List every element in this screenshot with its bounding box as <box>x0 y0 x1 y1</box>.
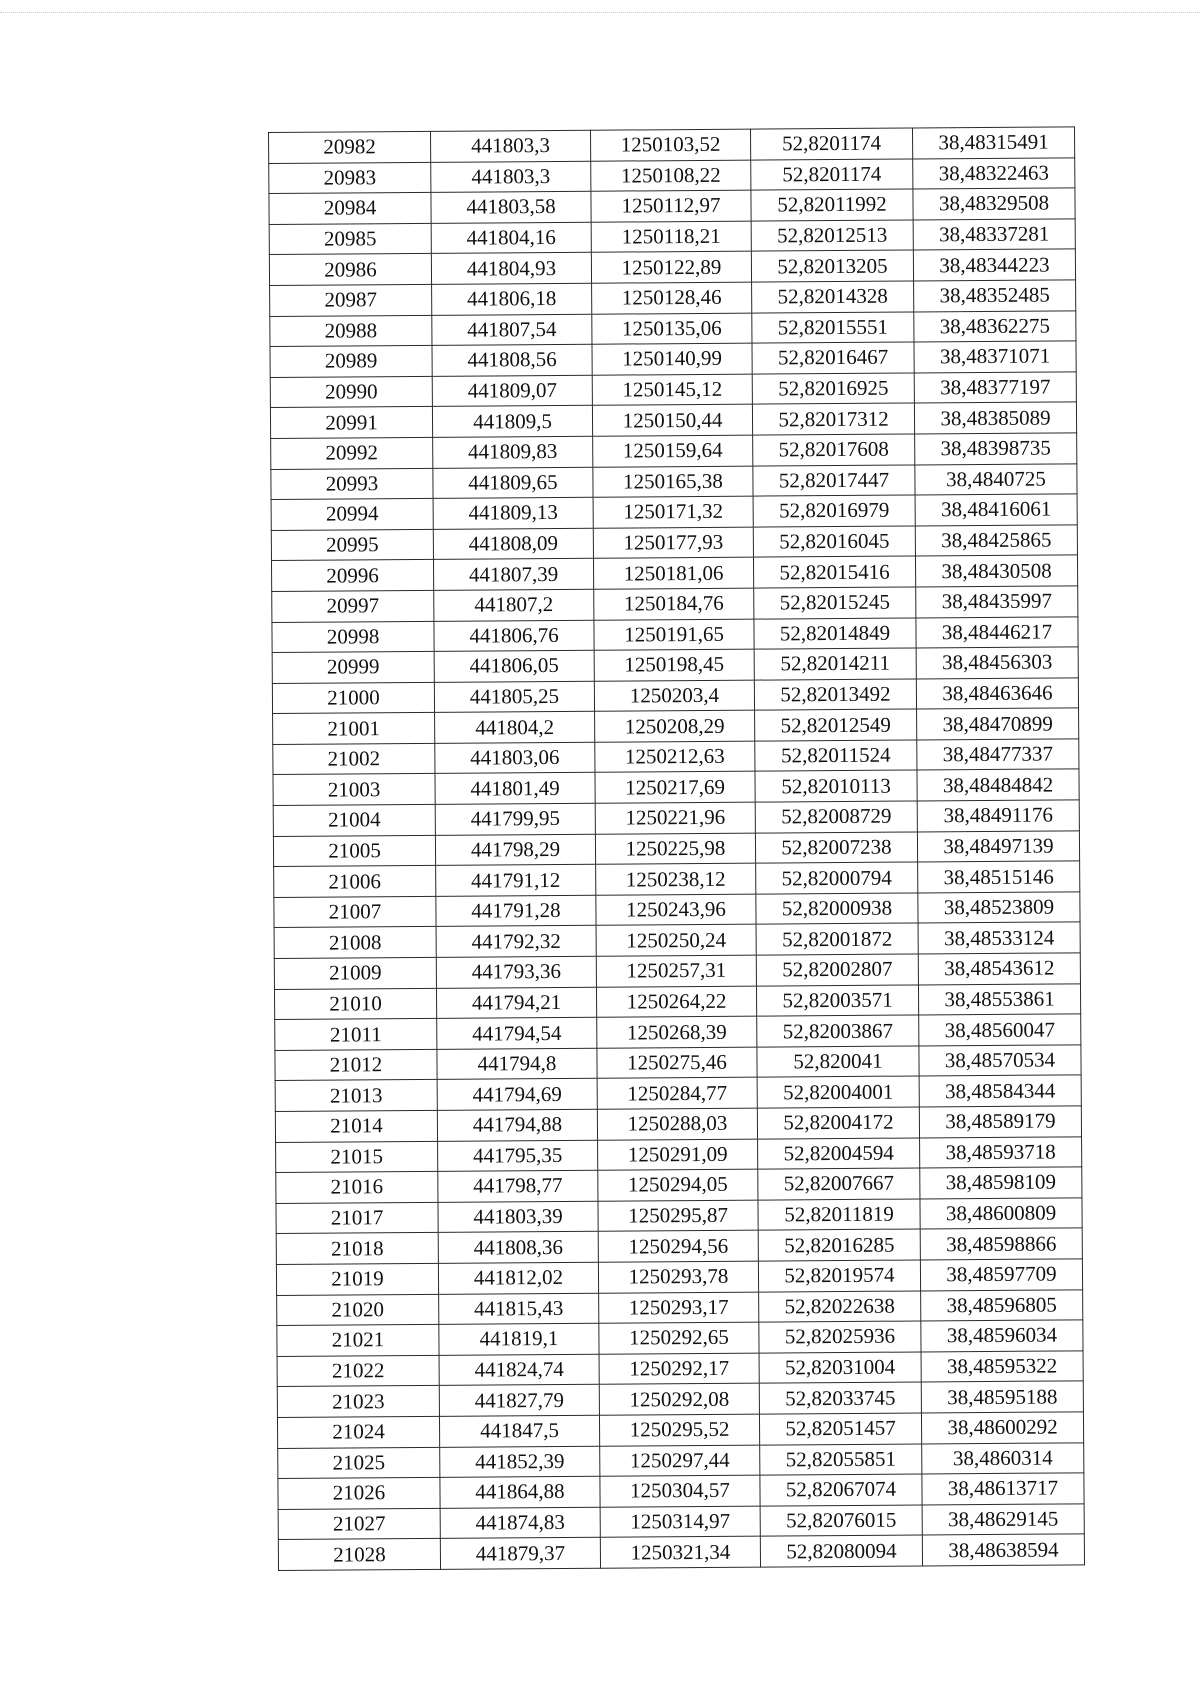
point-number-cell: 21022 <box>277 1355 439 1387</box>
point-number-cell: 21003 <box>273 774 435 806</box>
y-coordinate-cell: 1250128,46 <box>592 282 752 314</box>
longitude-cell: 38,48515146 <box>918 861 1080 893</box>
point-number-cell: 20990 <box>270 376 432 408</box>
longitude-cell: 38,4840725 <box>915 463 1077 495</box>
y-coordinate-cell: 1250184,76 <box>594 588 754 620</box>
y-coordinate-cell: 1250291,09 <box>598 1139 758 1171</box>
latitude-cell: 52,82010113 <box>755 770 917 802</box>
y-coordinate-cell: 1250293,17 <box>599 1292 759 1324</box>
x-coordinate-cell: 441806,18 <box>432 283 592 315</box>
y-coordinate-cell: 1250112,97 <box>591 190 751 222</box>
latitude-cell: 52,82007238 <box>755 832 917 864</box>
point-number-cell: 20995 <box>271 529 433 561</box>
x-coordinate-cell: 441852,39 <box>440 1446 600 1478</box>
y-coordinate-cell: 1250103,52 <box>590 129 750 161</box>
latitude-cell: 52,82015416 <box>753 556 915 588</box>
latitude-cell: 52,82055851 <box>760 1443 922 1475</box>
x-coordinate-cell: 441804,2 <box>435 712 595 744</box>
latitude-cell: 52,82016045 <box>753 526 915 558</box>
latitude-cell: 52,82016467 <box>752 342 914 374</box>
longitude-cell: 38,48523809 <box>918 892 1080 924</box>
latitude-cell: 52,82008729 <box>755 801 917 833</box>
point-number-cell: 21020 <box>277 1294 439 1326</box>
x-coordinate-cell: 441803,3 <box>430 130 590 162</box>
point-number-cell: 21004 <box>273 804 435 836</box>
x-coordinate-cell: 441792,32 <box>436 926 596 958</box>
longitude-cell: 38,48484842 <box>917 769 1079 801</box>
longitude-cell: 38,48595322 <box>921 1351 1083 1383</box>
longitude-cell: 38,48543612 <box>918 953 1080 985</box>
x-coordinate-cell: 441808,36 <box>438 1232 598 1264</box>
latitude-cell: 52,82015551 <box>752 312 914 344</box>
point-number-cell: 21028 <box>278 1539 440 1571</box>
y-coordinate-cell: 1250284,77 <box>597 1078 757 1110</box>
y-coordinate-cell: 1250275,46 <box>597 1047 757 1079</box>
latitude-cell: 52,82002807 <box>756 954 918 986</box>
y-coordinate-cell: 1250321,34 <box>600 1536 760 1568</box>
x-coordinate-cell: 441809,13 <box>433 497 593 529</box>
longitude-cell: 38,48598866 <box>920 1228 1082 1260</box>
y-coordinate-cell: 1250225,98 <box>595 833 755 865</box>
x-coordinate-cell: 441794,88 <box>437 1109 597 1141</box>
x-coordinate-cell: 441847,5 <box>439 1415 599 1447</box>
y-coordinate-cell: 1250108,22 <box>591 160 751 192</box>
latitude-cell: 52,82004172 <box>757 1107 919 1139</box>
longitude-cell: 38,48497139 <box>917 831 1079 863</box>
latitude-cell: 52,82000794 <box>756 862 918 894</box>
point-number-cell: 20999 <box>272 651 434 683</box>
coordinates-table <box>268 126 1085 1571</box>
longitude-cell: 38,48595188 <box>921 1381 1083 1413</box>
x-coordinate-cell: 441794,54 <box>437 1017 597 1049</box>
y-coordinate-cell: 1250268,39 <box>597 1016 757 1048</box>
longitude-cell: 38,48322463 <box>913 157 1075 189</box>
point-number-cell: 20993 <box>271 468 433 500</box>
point-number-cell: 21010 <box>274 988 436 1020</box>
longitude-cell: 38,48491176 <box>917 800 1079 832</box>
x-coordinate-cell: 441809,07 <box>432 375 592 407</box>
latitude-cell: 52,82011992 <box>751 189 913 221</box>
x-coordinate-cell: 441798,77 <box>438 1170 598 1202</box>
x-coordinate-cell: 441798,29 <box>435 834 595 866</box>
latitude-cell: 52,82007667 <box>758 1168 920 1200</box>
y-coordinate-cell: 1250181,06 <box>593 557 753 589</box>
point-number-cell: 21009 <box>274 957 436 989</box>
x-coordinate-cell: 441874,83 <box>440 1507 600 1539</box>
point-number-cell: 21007 <box>274 896 436 928</box>
point-number-cell: 21012 <box>275 1049 437 1081</box>
x-coordinate-cell: 441809,83 <box>433 436 593 468</box>
point-number-cell: 21019 <box>276 1263 438 1295</box>
latitude-cell: 52,82011524 <box>755 740 917 772</box>
latitude-cell: 52,82076015 <box>760 1505 922 1537</box>
longitude-cell: 38,48430508 <box>915 555 1077 587</box>
y-coordinate-cell: 1250294,56 <box>598 1230 758 1262</box>
x-coordinate-cell: 441827,79 <box>439 1385 599 1417</box>
scan-edge-line <box>0 12 1200 13</box>
x-coordinate-cell: 441791,28 <box>436 895 596 927</box>
x-coordinate-cell: 441804,93 <box>431 253 591 285</box>
point-number-cell: 20994 <box>271 498 433 530</box>
point-number-cell: 20997 <box>272 590 434 622</box>
y-coordinate-cell: 1250243,96 <box>596 894 756 926</box>
latitude-cell: 52,82016979 <box>753 495 915 527</box>
x-coordinate-cell: 441819,1 <box>439 1323 599 1355</box>
y-coordinate-cell: 1250221,96 <box>595 802 755 834</box>
x-coordinate-cell: 441793,36 <box>436 956 596 988</box>
latitude-cell: 52,82016285 <box>758 1229 920 1261</box>
x-coordinate-cell: 441809,5 <box>432 406 592 438</box>
x-coordinate-cell: 441809,65 <box>433 467 593 499</box>
point-number-cell: 21021 <box>277 1324 439 1356</box>
latitude-cell: 52,82000938 <box>756 893 918 925</box>
x-coordinate-cell: 441807,2 <box>434 589 594 621</box>
x-coordinate-cell: 441795,35 <box>438 1140 598 1172</box>
y-coordinate-cell: 1250177,93 <box>593 527 753 559</box>
point-number-cell: 20983 <box>269 162 431 194</box>
y-coordinate-cell: 1250257,31 <box>596 955 756 987</box>
y-coordinate-cell: 1250208,29 <box>595 710 755 742</box>
latitude-cell: 52,82067074 <box>760 1474 922 1506</box>
point-number-cell: 21017 <box>276 1202 438 1234</box>
x-coordinate-cell: 441794,8 <box>437 1048 597 1080</box>
table-row <box>278 1534 1084 1570</box>
y-coordinate-cell: 1250159,64 <box>593 435 753 467</box>
latitude-cell: 52,82015245 <box>754 587 916 619</box>
x-coordinate-cell: 441801,49 <box>435 773 595 805</box>
latitude-cell: 52,82013205 <box>751 250 913 282</box>
longitude-cell: 38,48598109 <box>920 1167 1082 1199</box>
longitude-cell: 38,48596034 <box>921 1320 1083 1352</box>
y-coordinate-cell: 1250292,08 <box>599 1383 759 1415</box>
point-number-cell: 21011 <box>275 1019 437 1051</box>
longitude-cell: 38,48446217 <box>916 616 1078 648</box>
longitude-cell: 38,48553861 <box>918 983 1080 1015</box>
point-number-cell: 21027 <box>278 1508 440 1540</box>
longitude-cell: 38,48600292 <box>921 1412 1083 1444</box>
longitude-cell: 38,48463646 <box>916 678 1078 710</box>
coordinates-table-body <box>269 127 1085 1570</box>
x-coordinate-cell: 441791,12 <box>436 864 596 896</box>
x-coordinate-cell: 441804,16 <box>431 222 591 254</box>
point-number-cell: 20991 <box>270 407 432 439</box>
point-number-cell: 20992 <box>271 437 433 469</box>
point-number-cell: 21024 <box>277 1416 439 1448</box>
longitude-cell: 38,48593718 <box>920 1136 1082 1168</box>
longitude-cell: 38,48352485 <box>914 280 1076 312</box>
longitude-cell: 38,4860314 <box>922 1442 1084 1474</box>
y-coordinate-cell: 1250212,63 <box>595 741 755 773</box>
longitude-cell: 38,48638594 <box>922 1534 1084 1566</box>
longitude-cell: 38,48371071 <box>914 341 1076 373</box>
longitude-cell: 38,48533124 <box>918 922 1080 954</box>
latitude-cell: 52,82012549 <box>755 709 917 741</box>
point-number-cell: 21001 <box>273 713 435 745</box>
x-coordinate-cell: 441864,88 <box>440 1476 600 1508</box>
y-coordinate-cell: 1250203,4 <box>594 680 754 712</box>
latitude-cell: 52,820041 <box>757 1046 919 1078</box>
latitude-cell: 52,82003867 <box>757 1015 919 1047</box>
longitude-cell: 38,48570534 <box>919 1045 1081 1077</box>
x-coordinate-cell: 441808,56 <box>432 344 592 376</box>
point-number-cell: 20988 <box>270 315 432 347</box>
longitude-cell: 38,48584344 <box>919 1075 1081 1107</box>
point-number-cell: 20996 <box>271 560 433 592</box>
point-number-cell: 21008 <box>274 927 436 959</box>
longitude-cell: 38,48344223 <box>913 249 1075 281</box>
x-coordinate-cell: 441803,06 <box>435 742 595 774</box>
y-coordinate-cell: 1250150,44 <box>592 404 752 436</box>
point-number-cell: 20982 <box>269 131 431 163</box>
point-number-cell: 20986 <box>269 254 431 286</box>
latitude-cell: 52,82013492 <box>754 679 916 711</box>
longitude-cell: 38,48435997 <box>916 586 1078 618</box>
x-coordinate-cell: 441808,09 <box>433 528 593 560</box>
y-coordinate-cell: 1250191,65 <box>594 619 754 651</box>
longitude-cell: 38,48477337 <box>917 739 1079 771</box>
point-number-cell: 20985 <box>269 223 431 255</box>
x-coordinate-cell: 441812,02 <box>438 1262 598 1294</box>
x-coordinate-cell: 441805,25 <box>434 681 594 713</box>
latitude-cell: 52,82017447 <box>753 465 915 497</box>
longitude-cell: 38,48560047 <box>919 1014 1081 1046</box>
longitude-cell: 38,48613717 <box>922 1473 1084 1505</box>
latitude-cell: 52,82017312 <box>752 403 914 435</box>
latitude-cell: 52,82016925 <box>752 373 914 405</box>
longitude-cell: 38,48362275 <box>914 310 1076 342</box>
point-number-cell: 21002 <box>273 743 435 775</box>
longitude-cell: 38,48377197 <box>914 372 1076 404</box>
y-coordinate-cell: 1250297,44 <box>600 1445 760 1477</box>
longitude-cell: 38,48456303 <box>916 647 1078 679</box>
latitude-cell: 52,8201174 <box>751 159 913 191</box>
x-coordinate-cell: 441803,58 <box>431 191 591 223</box>
x-coordinate-cell: 441803,3 <box>431 161 591 193</box>
y-coordinate-cell: 1250288,03 <box>597 1108 757 1140</box>
point-number-cell: 21025 <box>278 1447 440 1479</box>
latitude-cell: 52,82017608 <box>753 434 915 466</box>
x-coordinate-cell: 441803,39 <box>438 1201 598 1233</box>
latitude-cell: 52,82014211 <box>754 648 916 680</box>
point-number-cell: 21013 <box>275 1080 437 1112</box>
y-coordinate-cell: 1250304,57 <box>600 1475 760 1507</box>
longitude-cell: 38,48385089 <box>914 402 1076 434</box>
longitude-cell: 38,48597709 <box>920 1259 1082 1291</box>
point-number-cell: 21015 <box>276 1141 438 1173</box>
x-coordinate-cell: 441815,43 <box>439 1293 599 1325</box>
latitude-cell: 52,82014849 <box>754 617 916 649</box>
longitude-cell: 38,48596805 <box>921 1289 1083 1321</box>
point-number-cell: 21016 <box>276 1172 438 1204</box>
latitude-cell: 52,82080094 <box>760 1535 922 1567</box>
y-coordinate-cell: 1250217,69 <box>595 772 755 804</box>
longitude-cell: 38,48398735 <box>915 433 1077 465</box>
y-coordinate-cell: 1250264,22 <box>596 986 756 1018</box>
y-coordinate-cell: 1250118,21 <box>591 221 751 253</box>
latitude-cell: 52,82001872 <box>756 923 918 955</box>
point-number-cell: 20987 <box>270 284 432 316</box>
point-number-cell: 21000 <box>272 682 434 714</box>
y-coordinate-cell: 1250145,12 <box>592 374 752 406</box>
y-coordinate-cell: 1250295,87 <box>598 1200 758 1232</box>
longitude-cell: 38,48416061 <box>915 494 1077 526</box>
x-coordinate-cell: 441807,39 <box>433 559 593 591</box>
point-number-cell: 21005 <box>273 835 435 867</box>
x-coordinate-cell: 441879,37 <box>440 1538 600 1570</box>
latitude-cell: 52,82004594 <box>758 1138 920 1170</box>
x-coordinate-cell: 441807,54 <box>432 314 592 346</box>
longitude-cell: 38,48629145 <box>922 1504 1084 1536</box>
longitude-cell: 38,48589179 <box>919 1106 1081 1138</box>
longitude-cell: 38,48600809 <box>920 1198 1082 1230</box>
latitude-cell: 52,82051457 <box>759 1413 921 1445</box>
latitude-cell: 52,82022638 <box>759 1291 921 1323</box>
y-coordinate-cell: 1250293,78 <box>598 1261 758 1293</box>
y-coordinate-cell: 1250165,38 <box>593 466 753 498</box>
longitude-cell: 38,48329508 <box>913 188 1075 220</box>
y-coordinate-cell: 1250135,06 <box>592 313 752 345</box>
y-coordinate-cell: 1250238,12 <box>596 863 756 895</box>
y-coordinate-cell: 1250122,89 <box>591 252 751 284</box>
x-coordinate-cell: 441799,95 <box>435 803 595 835</box>
y-coordinate-cell: 1250292,17 <box>599 1353 759 1385</box>
y-coordinate-cell: 1250292,65 <box>599 1322 759 1354</box>
y-coordinate-cell: 1250294,05 <box>598 1169 758 1201</box>
point-number-cell: 20998 <box>272 621 434 653</box>
longitude-cell: 38,48470899 <box>917 708 1079 740</box>
x-coordinate-cell: 441806,76 <box>434 620 594 652</box>
latitude-cell: 52,82031004 <box>759 1352 921 1384</box>
x-coordinate-cell: 441806,05 <box>434 650 594 682</box>
latitude-cell: 52,82011819 <box>758 1199 920 1231</box>
longitude-cell: 38,48425865 <box>915 525 1077 557</box>
point-number-cell: 20989 <box>270 346 432 378</box>
latitude-cell: 52,82025936 <box>759 1321 921 1353</box>
latitude-cell: 52,82003571 <box>756 985 918 1017</box>
point-number-cell: 21006 <box>274 866 436 898</box>
longitude-cell: 38,48337281 <box>913 219 1075 251</box>
point-number-cell: 21023 <box>277 1386 439 1418</box>
latitude-cell: 52,82033745 <box>759 1382 921 1414</box>
x-coordinate-cell: 441794,21 <box>436 987 596 1019</box>
y-coordinate-cell: 1250295,52 <box>599 1414 759 1446</box>
y-coordinate-cell: 1250140,99 <box>592 343 752 375</box>
latitude-cell: 52,82004001 <box>757 1076 919 1108</box>
y-coordinate-cell: 1250171,32 <box>593 496 753 528</box>
point-number-cell: 20984 <box>269 193 431 225</box>
latitude-cell: 52,82012513 <box>751 220 913 252</box>
latitude-cell: 52,8201174 <box>750 128 912 160</box>
y-coordinate-cell: 1250250,24 <box>596 925 756 957</box>
latitude-cell: 52,82019574 <box>758 1260 920 1292</box>
point-number-cell: 21018 <box>276 1233 438 1265</box>
point-number-cell: 21026 <box>278 1477 440 1509</box>
x-coordinate-cell: 441794,69 <box>437 1079 597 1111</box>
x-coordinate-cell: 441824,74 <box>439 1354 599 1386</box>
y-coordinate-cell: 1250198,45 <box>594 649 754 681</box>
latitude-cell: 52,82014328 <box>752 281 914 313</box>
y-coordinate-cell: 1250314,97 <box>600 1506 760 1538</box>
longitude-cell: 38,48315491 <box>912 127 1074 159</box>
point-number-cell: 21014 <box>275 1110 437 1142</box>
